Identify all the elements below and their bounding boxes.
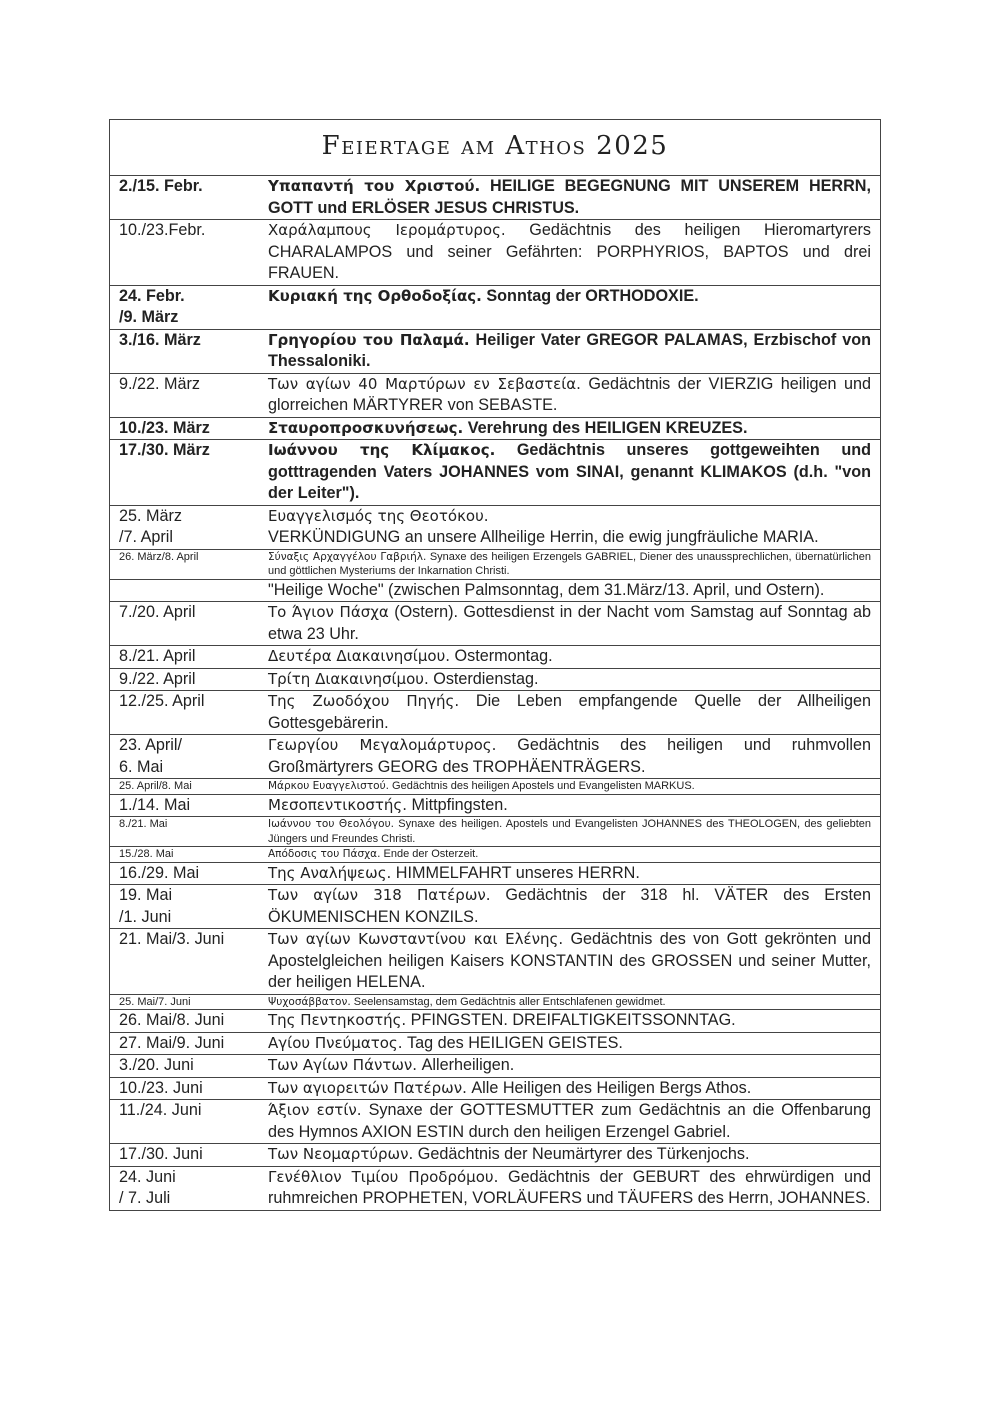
table-row — [110, 549, 880, 579]
feast-greek-name: Γενέθλιον Τιμίου Προδρόμου. — [268, 1167, 499, 1186]
date-text: 21. Mai/3. Juni — [119, 930, 225, 948]
date-cell — [110, 549, 268, 579]
feast-cell — [268, 1144, 880, 1167]
feast-greek-name: Της Αναλήψεως. — [268, 863, 392, 882]
date-cell — [110, 602, 268, 646]
table-row — [110, 579, 880, 602]
date-text: 9./22. April — [119, 669, 196, 688]
date-text: 24. Febr. — [119, 286, 185, 305]
table-row — [110, 1144, 880, 1167]
date-text: / 7. Juli — [119, 1189, 171, 1207]
feast-cell — [268, 1010, 880, 1033]
feast-cell — [268, 373, 880, 417]
table-row — [110, 1055, 880, 1078]
date-text: /1. Juni — [119, 907, 172, 926]
feast-description: Ostermontag. — [450, 647, 553, 665]
date-cell — [110, 646, 268, 669]
table-row — [110, 220, 880, 286]
feast-description: Gedächtnis der VIERZIG heiligen und glorreichen MÄRTYRER von SEBASTE. — [268, 374, 871, 414]
feast-description: Synaxe des heiligen Erzengels GABRIEL, Diener des unaussprechlichen, übernatürlichen und göttlichen Mysteriums der Inkarnation Christi. — [268, 550, 871, 577]
feast-greek-name: Χαράλαμπους Ιερομάρτυρος. — [268, 221, 506, 239]
feast-greek-name: Των Αγίων Πάντων. — [268, 1056, 418, 1074]
feast-greek-name: Της Ζωοδόχου Πηγής. — [268, 692, 460, 710]
date-cell — [110, 579, 268, 602]
date-text: /7. April — [119, 528, 173, 546]
date-text: 6. Mai — [119, 757, 164, 776]
table-row — [110, 602, 880, 646]
date-cell — [110, 1032, 268, 1055]
feast-greek-name: Γρηγορίου του Παλαμά. — [268, 330, 470, 349]
date-text: 2./15. Febr. — [119, 177, 203, 195]
feast-cell — [268, 602, 880, 646]
table-row — [110, 646, 880, 669]
date-cell — [110, 1100, 268, 1144]
date-cell — [110, 885, 268, 929]
table-row — [110, 1166, 880, 1210]
table-row — [110, 691, 880, 735]
feast-description: Tag des HEILIGEN GEISTES. — [402, 1033, 623, 1052]
feast-description: Synaxe des heiligen. Apostels und Evangelisten JOHANNES des THEOLOGEN, des geliebten Jüngers und Freundes Christi. — [268, 818, 871, 845]
table-row — [110, 373, 880, 417]
feast-description: (Ostern). Gottesdienst in der Nacht vom Samstag auf Sonntag ab etwa 23 Uhr. — [268, 603, 872, 643]
feast-cell — [268, 1100, 880, 1144]
feast-description: Ende der Osterzeit. — [380, 848, 479, 860]
feast-greek-name: Σύναξις Αρχαγγέλου Γαβριήλ. — [268, 550, 427, 563]
feast-table — [110, 176, 880, 1210]
feast-description: Synaxe der GOTTESMUTTER zum Gedächtnis an die Offenbarung des Hymnos AXION ESTIN durch den heiligen Erzengel Gabriel. — [268, 1101, 871, 1141]
feast-cell — [268, 779, 880, 795]
title-row — [110, 120, 880, 176]
feast-description: Mittpfingsten. — [407, 795, 508, 814]
feast-description: Gedächtnis des von Gott gekrönten und Apostelgleichen heiligen Kaisers KONSTANTIN des GROSSEN und seiner Mutter, der heiligen HELENA. — [268, 930, 871, 991]
feast-cell — [268, 579, 880, 602]
feast-cell — [268, 440, 880, 506]
feast-description: PFINGSTEN. DREIFALTIGKEITSSONNTAG. — [406, 1011, 736, 1029]
feast-description: Heiliger Vater GREGOR PALAMAS, Erzbischof von Thessaloniki. — [268, 330, 871, 370]
date-text: 25. April/8. Mai — [119, 780, 192, 792]
holiday-table — [109, 119, 881, 1211]
table-row — [110, 994, 880, 1010]
table-row — [110, 176, 880, 220]
feast-greek-name: Δευτέρα Διακαινησίμου. — [268, 647, 451, 665]
feast-cell — [268, 1032, 880, 1055]
feast-greek-name: Των αγίων Κωνσταντίνου και Ελένης. — [268, 930, 564, 948]
table-row — [110, 847, 880, 863]
feast-cell — [268, 847, 880, 863]
date-cell — [110, 373, 268, 417]
date-cell — [110, 417, 268, 440]
table-row — [110, 779, 880, 795]
date-cell — [110, 285, 268, 329]
feast-description: Gedächtnis unseres gottgeweihten und gotttragenden Vaters JOHANNES vom SINAI, genannt KLIMAKOS (d.h. "von der Leiter"). — [268, 441, 871, 502]
feast-cell — [268, 646, 880, 669]
date-text: /9. März — [119, 308, 179, 326]
feast-description: Gedächtnis des heiligen Hieromartyrers CHARALAMPOS und seiner Gefährten: PORPHYRIOS, BAPTOS und drei FRAUEN. — [268, 221, 871, 282]
date-cell — [110, 220, 268, 286]
feast-description: HEILIGE BEGEGNUNG MIT UNSEREM HERRN, GOTT und ERLÖSER JESUS CHRISTUS. — [268, 177, 871, 217]
feast-description: Osterdienstag. — [428, 669, 539, 688]
table-row — [110, 1010, 880, 1033]
feast-cell — [268, 549, 880, 579]
feast-cell — [268, 994, 880, 1010]
feast-greek-name: Της Πεντηκοστής. — [268, 1011, 407, 1029]
feast-greek-name: Αγίου Πνεύματος. — [268, 1033, 403, 1052]
date-text: 11./24. Juni — [119, 1101, 202, 1119]
date-text: 1./14. Mai — [119, 795, 191, 814]
feast-cell — [268, 885, 880, 929]
feast-description: Gedächtnis der GEBURT des ehrwürdigen und ruhmreichen PROPHETEN, VORLÄUFERS und TÄUFERS des Herrn, JOHANNES. — [268, 1167, 871, 1207]
table-row — [110, 329, 880, 373]
feast-cell — [268, 285, 880, 329]
feast-cell — [268, 220, 880, 286]
date-text: 8./21. Mai — [119, 818, 168, 830]
date-text: 25. Mai/7. Juni — [119, 995, 191, 1008]
feast-greek-name: Κυριακή της Ορθοδοξίας. — [268, 286, 482, 305]
table-row — [110, 668, 880, 691]
feast-description: Gedächtnis des heiligen und ruhmvollen Großmärtyrers GEORG des TROPHÄENTRÄGERS. — [268, 736, 871, 776]
feast-description: "Heilige Woche" (zwischen Palmsonntag, dem 31.März/13. April, und Ostern). — [268, 580, 825, 599]
date-text: 26. März/8. April — [119, 550, 199, 563]
feast-description: VERKÜNDIGUNG an unsere Allheilige Herrin, die ewig jungfräuliche MARIA. — [268, 528, 819, 546]
feast-greek-name: Ψυχοσάββατον. — [268, 995, 351, 1008]
table-row — [110, 794, 880, 817]
feast-greek-name: Μάρκου Ευαγγελιστού. — [268, 780, 389, 792]
date-cell — [110, 691, 268, 735]
feast-cell — [268, 668, 880, 691]
date-cell — [110, 929, 268, 995]
date-cell — [110, 1166, 268, 1210]
feast-greek-name: Ευαγγελισμός της Θεοτόκου. — [268, 506, 489, 525]
feast-description: Gedächtnis der Neumärtyrer des Türkenjochs. — [413, 1145, 750, 1163]
feast-greek-name: Ιωάννου του Θεολόγου. — [268, 818, 394, 830]
page-title: Feiertage am Athos 2025 — [321, 130, 669, 161]
table-row — [110, 929, 880, 995]
feast-greek-name: Άξιον εστίν. — [268, 1101, 362, 1119]
feast-description: Gedächtnis des heiligen Apostels und Evangelisten MARKUS. — [389, 780, 695, 792]
date-cell — [110, 505, 268, 549]
feast-greek-name: Το Άγιον Πάσχα — [268, 603, 389, 621]
table-row — [110, 862, 880, 885]
feast-cell — [268, 691, 880, 735]
date-text: 12./25. April — [119, 692, 205, 710]
date-text: 24. Juni — [119, 1167, 176, 1186]
feast-cell — [268, 794, 880, 817]
feast-cell — [268, 1166, 880, 1210]
date-text: 10./23. März — [119, 418, 210, 437]
feast-cell — [268, 1077, 880, 1100]
date-cell — [110, 847, 268, 863]
table-row — [110, 1100, 880, 1144]
table-row — [110, 1032, 880, 1055]
date-text: 15./28. Mai — [119, 848, 174, 860]
table-row — [110, 417, 880, 440]
date-cell — [110, 329, 268, 373]
feast-greek-name: Των Νεομαρτύρων. — [268, 1145, 414, 1163]
table-row — [110, 735, 880, 779]
date-cell — [110, 794, 268, 817]
table-row — [110, 440, 880, 506]
feast-cell — [268, 176, 880, 220]
date-text: 3./20. Juni — [119, 1056, 194, 1074]
feast-cell — [268, 1055, 880, 1078]
date-cell — [110, 862, 268, 885]
date-cell — [110, 994, 268, 1010]
date-cell — [110, 440, 268, 506]
date-text: 25. März — [119, 506, 182, 525]
feast-cell — [268, 929, 880, 995]
feast-description: Seelensamstag, dem Gedächtnis aller Entschlafenen gewidmet. — [350, 995, 666, 1008]
feast-description: Sonntag der ORTHODOXIE. — [481, 286, 699, 305]
feast-cell — [268, 329, 880, 373]
feast-greek-name: Των αγιορειτών Πατέρων. — [268, 1078, 467, 1097]
date-cell — [110, 1010, 268, 1033]
feast-description: Alle Heiligen des Heiligen Bergs Athos. — [466, 1078, 752, 1097]
feast-description: Gedächtnis der 318 hl. VÄTER des Ersten ÖKUMENISCHEN KONZILS. — [268, 886, 871, 926]
date-cell — [110, 1077, 268, 1100]
table-row — [110, 817, 880, 847]
feast-description: Die Leben empfangende Quelle der Allheiligen Gottesgebärerin. — [268, 692, 871, 732]
table-row — [110, 885, 880, 929]
date-cell — [110, 176, 268, 220]
date-cell — [110, 779, 268, 795]
feast-cell — [268, 862, 880, 885]
table-row — [110, 505, 880, 549]
feast-greek-name: Των αγίων 40 Μαρτύρων εν Σεβαστεία. — [268, 374, 581, 393]
date-text: 9./22. März — [119, 374, 200, 393]
date-cell — [110, 1144, 268, 1167]
feast-greek-name: Απόδοσις του Πάσχα. — [268, 848, 381, 860]
date-text: 23. April/ — [119, 736, 182, 754]
feast-greek-name: Γεωργίου Μεγαλομάρτυρος. — [268, 736, 497, 754]
date-text: 10./23.Febr. — [119, 221, 206, 239]
date-text: 7./20. April — [119, 603, 196, 621]
date-text: 19. Mai — [119, 886, 173, 904]
feast-cell — [268, 505, 880, 549]
feast-description: HIMMELFAHRT unseres HERRN. — [391, 863, 640, 882]
feast-cell — [268, 417, 880, 440]
date-cell — [110, 817, 268, 847]
feast-description: Verehrung des HEILIGEN KREUZES. — [463, 418, 748, 437]
date-text: 3./16. März — [119, 330, 201, 349]
date-cell — [110, 735, 268, 779]
date-text: 16./29. Mai — [119, 863, 200, 882]
date-text: 17./30. März — [119, 441, 210, 459]
date-text: 26. Mai/8. Juni — [119, 1011, 225, 1029]
feast-greek-name: Σταυροπροσκυνήσεως. — [268, 418, 464, 437]
date-text: 8./21. April — [119, 647, 196, 665]
feast-greek-name: Των αγίων 318 Πατέρων. — [268, 886, 491, 904]
feast-description: Allerheiligen. — [417, 1056, 515, 1074]
feast-greek-name: Ιωάννου της Κλίμακος. — [268, 441, 496, 459]
date-cell — [110, 1055, 268, 1078]
feast-cell — [268, 817, 880, 847]
date-text: 17./30. Juni — [119, 1145, 203, 1163]
table-row — [110, 1077, 880, 1100]
date-text: 10./23. Juni — [119, 1078, 203, 1097]
date-text: 27. Mai/9. Juni — [119, 1033, 225, 1052]
date-cell — [110, 668, 268, 691]
feast-greek-name: Τρίτη Διακαινησίμου. — [268, 669, 429, 688]
feast-cell — [268, 735, 880, 779]
feast-greek-name: Υπαπαντή του Χριστού. — [268, 177, 481, 195]
table-row — [110, 285, 880, 329]
feast-greek-name: Μεσοπεντικοστής. — [268, 795, 407, 814]
